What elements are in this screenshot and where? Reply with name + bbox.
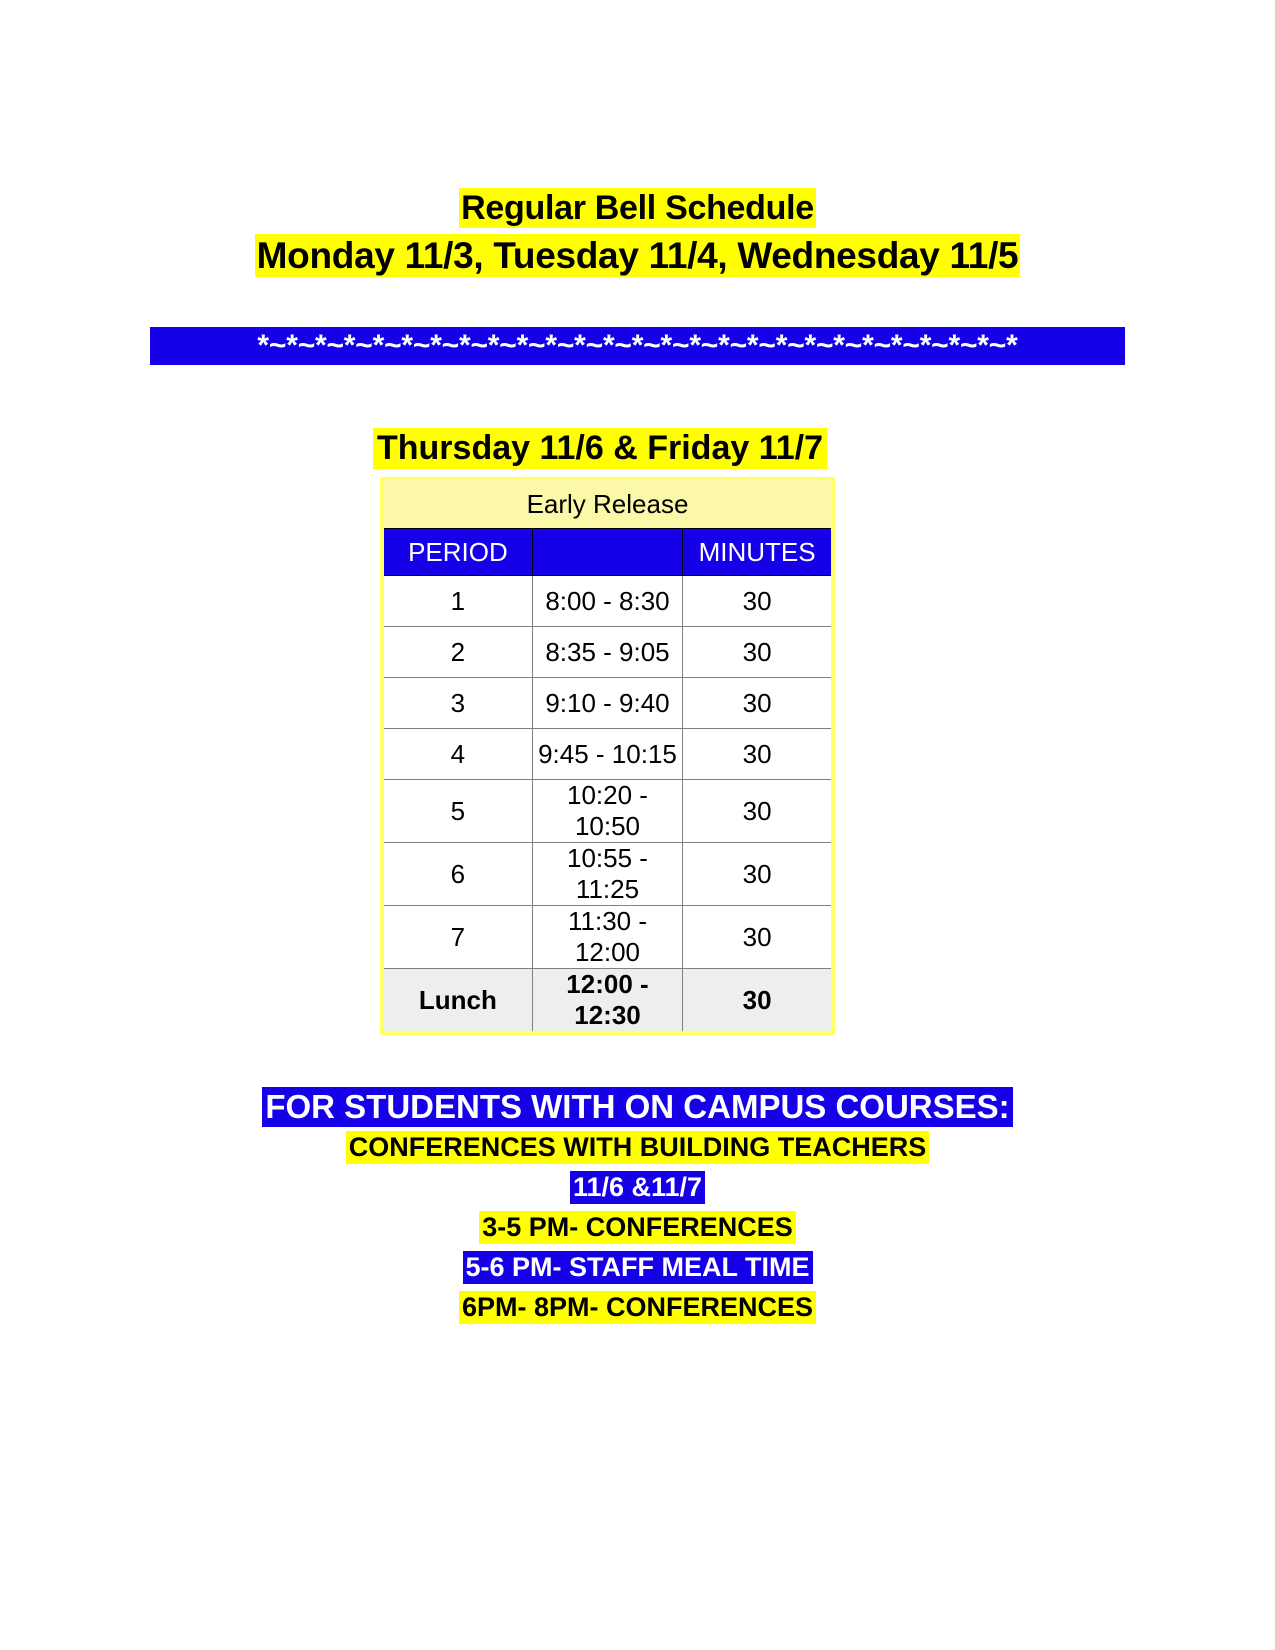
cell-minutes: 30 xyxy=(683,576,833,627)
notice-line-5 xyxy=(0,1247,1275,1287)
title-line-1-text: Regular Bell Schedule xyxy=(461,189,814,227)
schedule-table-wrap xyxy=(0,477,1275,1035)
cell-minutes: 30 xyxy=(683,906,833,969)
table-row xyxy=(382,627,833,678)
title-line-2-text: Monday 11/3, Tuesday 11/4, Wednesday 11/5 xyxy=(256,235,1019,276)
notice-line-4 xyxy=(0,1207,1275,1247)
column-header-time xyxy=(532,529,682,576)
cell-minutes: 30 xyxy=(683,780,833,843)
table-row xyxy=(382,843,833,906)
cell-time: 8:00 - 8:30 xyxy=(532,576,682,627)
cell-time: 8:35 - 9:05 xyxy=(532,627,682,678)
decorative-divider: *~*~*~*~*~*~*~*~*~*~*~*~*~*~*~*~*~*~*~*~*~*~*~*~*~*~* xyxy=(150,327,1125,365)
table-banner-row xyxy=(382,479,833,529)
cell-period: 3 xyxy=(382,678,532,729)
table-row xyxy=(382,729,833,780)
notice-line-6 xyxy=(0,1287,1275,1327)
cell-minutes: 30 xyxy=(683,627,833,678)
cell-minutes: 30 xyxy=(683,678,833,729)
cell-minutes: 30 xyxy=(683,969,833,1034)
notice-line-6-text: 6PM- 8PM- CONFERENCES xyxy=(459,1291,816,1324)
cell-time: 11:30 - 12:00 xyxy=(532,906,682,969)
table-row-lunch xyxy=(382,969,833,1034)
notice-line-2 xyxy=(0,1127,1275,1167)
decorative-divider-wrap xyxy=(0,327,1275,365)
title-line-2 xyxy=(0,232,1275,279)
cell-period: 5 xyxy=(382,780,532,843)
cell-time: 9:45 - 10:15 xyxy=(532,729,682,780)
table-row xyxy=(382,576,833,627)
notice-line-3 xyxy=(0,1167,1275,1207)
cell-minutes: 30 xyxy=(683,729,833,780)
table-header-row xyxy=(382,529,833,576)
section-heading xyxy=(0,427,1275,469)
notice-line-5-text: 5-6 PM- STAFF MEAL TIME xyxy=(463,1251,813,1284)
cell-time: 10:55 - 11:25 xyxy=(532,843,682,906)
table-row xyxy=(382,678,833,729)
bottom-notice-block xyxy=(0,1087,1275,1327)
cell-period: 2 xyxy=(382,627,532,678)
cell-period: 1 xyxy=(382,576,532,627)
document-title-block xyxy=(0,0,1275,279)
cell-time: 10:20 - 10:50 xyxy=(532,780,682,843)
title-line-1 xyxy=(0,185,1275,232)
cell-minutes: 30 xyxy=(683,843,833,906)
early-release-schedule-table xyxy=(380,477,835,1035)
column-header-minutes: MINUTES xyxy=(683,529,833,576)
section-heading-text: Thursday 11/6 & Friday 11/7 xyxy=(373,428,827,469)
notice-line-2-text: CONFERENCES WITH BUILDING TEACHERS xyxy=(346,1131,930,1164)
cell-period: 7 xyxy=(382,906,532,969)
cell-time: 9:10 - 9:40 xyxy=(532,678,682,729)
notice-line-4-text: 3-5 PM- CONFERENCES xyxy=(479,1211,796,1244)
table-banner-cell: Early Release xyxy=(382,479,833,529)
notice-line-1 xyxy=(0,1087,1275,1127)
table-row xyxy=(382,906,833,969)
cell-period: Lunch xyxy=(382,969,532,1034)
cell-period: 4 xyxy=(382,729,532,780)
notice-line-3-text: 11/6 &11/7 xyxy=(570,1171,705,1204)
cell-time: 12:00 - 12:30 xyxy=(532,969,682,1034)
notice-line-1-text: FOR STUDENTS WITH ON CAMPUS COURSES: xyxy=(262,1087,1012,1127)
column-header-period: PERIOD xyxy=(382,529,532,576)
table-row xyxy=(382,780,833,843)
cell-period: 6 xyxy=(382,843,532,906)
